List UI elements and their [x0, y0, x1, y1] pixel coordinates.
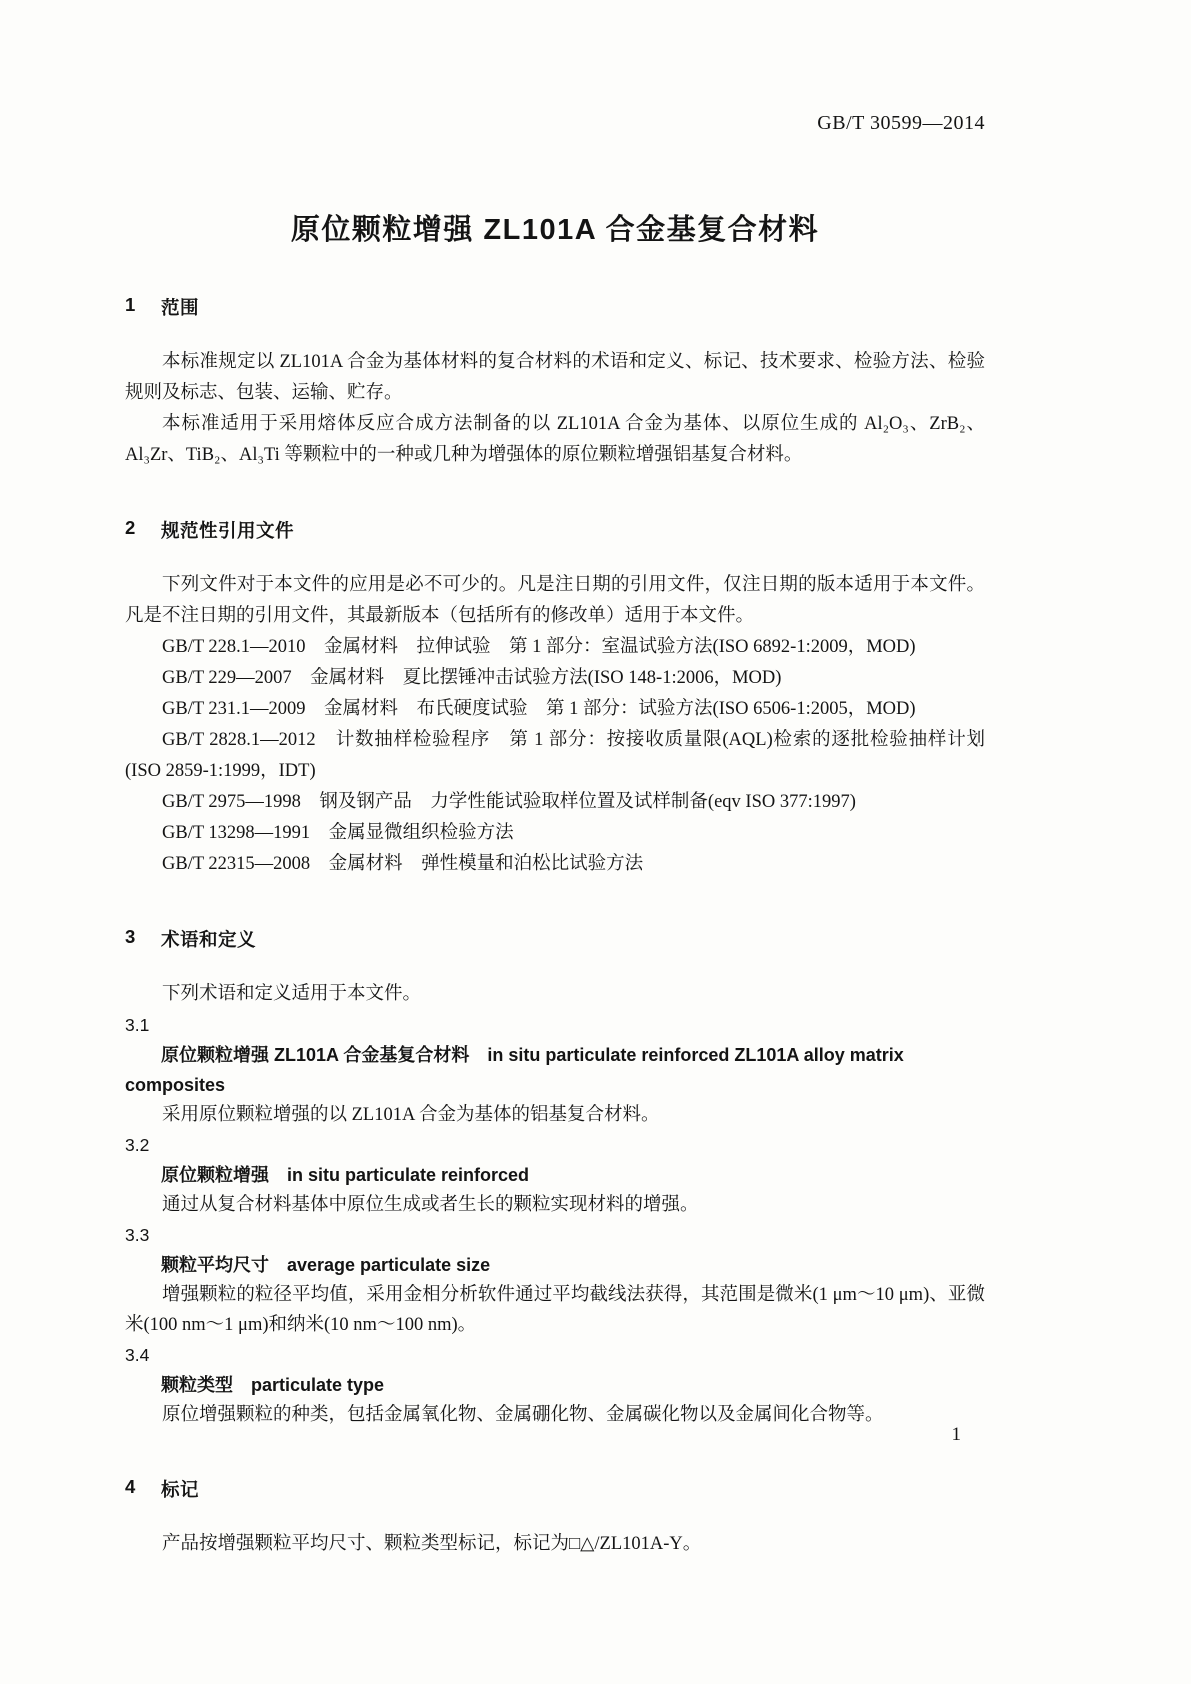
section-title: 规范性引用文件 [161, 520, 295, 541]
term-block [125, 1130, 985, 1220]
section-number: 2 [125, 517, 136, 538]
term-number: 3.1 [125, 1015, 150, 1035]
section-normative-references [125, 517, 985, 880]
term-number: 3.2 [125, 1135, 150, 1155]
term-title: 颗粒类型 particulate type [161, 1375, 385, 1395]
term-number: 3.3 [125, 1225, 150, 1245]
term-block [125, 1340, 985, 1430]
reference-entry: GB/T 229—2007 金属材料 夏比摆锤冲击试验方法(ISO 148-1:2006，MOD) [162, 668, 782, 688]
section-number: 4 [125, 1476, 136, 1497]
section-number: 1 [125, 294, 136, 315]
section-designation [125, 1476, 985, 1560]
section-heading [125, 517, 985, 543]
section-title: 术语和定义 [161, 929, 257, 950]
section-heading [125, 1476, 985, 1502]
term-title: 颗粒平均尺寸 average particulate size [161, 1255, 491, 1275]
term-definition: 采用原位颗粒增强的以 ZL101A 合金为基体的铝基复合材料。 [162, 1105, 660, 1125]
section-scope [125, 294, 985, 471]
section-heading [125, 926, 985, 952]
term-title: 原位颗粒增强 ZL101A 合金基复合材料 in situ particulate reinforced ZL101A alloy matrix composites [125, 1045, 904, 1095]
paragraph: 本标准规定以 ZL101A 合金为基体材料的复合材料的术语和定义、标记、技术要求、检验方法、检验规则及标志、包装、运输、贮存。 [125, 352, 985, 403]
section-heading [125, 294, 985, 320]
section-number: 3 [125, 926, 136, 947]
term-definition: 通过从复合材料基体中原位生成或者生长的颗粒实现材料的增强。 [162, 1195, 699, 1215]
doc-number: GB/T 30599—2014 [817, 112, 985, 134]
term-definition: 增强颗粒的粒径平均值，采用金相分析软件通过平均截线法获得，其范围是微米(1 μm～10 μm)、亚微米(100 nm～1 μm)和纳米(10 nm～100 nm)。 [125, 1285, 985, 1335]
section-title: 标记 [161, 1479, 200, 1500]
reference-entry: GB/T 231.1—2009 金属材料 布氏硬度试验 第 1 部分：试验方法(ISO 6506-1:2005，MOD) [162, 699, 916, 719]
doc-title: 原位颗粒增强 ZL101A 合金基复合材料 [290, 214, 820, 246]
page-number: 1 [951, 1424, 961, 1445]
paragraph: 产品按增强颗粒平均尺寸、颗粒类型标记，标记为□△/ZL101A-Y。 [162, 1534, 702, 1554]
paragraph: 下列术语和定义适用于本文件。 [162, 984, 422, 1004]
section-terms-definitions [125, 926, 985, 1430]
section-title: 范围 [161, 297, 200, 318]
reference-entry: GB/T 228.1—2010 金属材料 拉伸试验 第 1 部分：室温试验方法(ISO 6892-1:2009，MOD) [162, 637, 916, 657]
term-block [125, 1220, 985, 1340]
term-number: 3.4 [125, 1345, 150, 1365]
term-title: 原位颗粒增强 in situ particulate reinforced [161, 1165, 530, 1185]
term-definition: 原位增强颗粒的种类，包括金属氧化物、金属硼化物、金属碳化物以及金属间化合物等。 [162, 1405, 884, 1425]
reference-entry: GB/T 13298—1991 金属显微组织检验方法 [162, 823, 514, 843]
reference-entry: GB/T 2828.1—2012 计数抽样检验程序 第 1 部分：按接收质量限(AQL)检索的逐批检验抽样计划(ISO 2859-1:1999，IDT) [125, 730, 985, 781]
paragraph: 本标准适用于采用熔体反应合成方法制备的以 ZL101A 合金为基体、以原位生成的 Al₂O₃、ZrB₂、Al₃Zr、TiB₂、Al₃Ti 等颗粒中的一种或几种为增强体的原位颗粒增强铝基复合材料。 [125, 414, 985, 465]
term-block [125, 1010, 985, 1130]
reference-entry: GB/T 2975—1998 钢及钢产品 力学性能试验取样位置及试样制备(eqv ISO 377:1997) [162, 792, 856, 812]
paragraph: 下列文件对于本文件的应用是必不可少的。凡是注日期的引用文件，仅注日期的版本适用于本文件。凡是不注日期的引用文件，其最新版本（包括所有的修改单）适用于本文件。 [125, 575, 985, 626]
reference-entry: GB/T 22315—2008 金属材料 弹性模量和泊松比试验方法 [162, 854, 644, 874]
